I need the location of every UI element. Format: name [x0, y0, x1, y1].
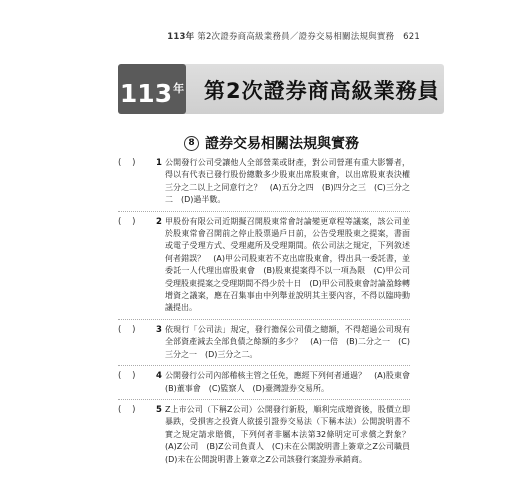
subject-heading — [184, 133, 359, 153]
question-item — [118, 324, 410, 361]
year-badge-number: 113 — [119, 79, 173, 108]
subject-number-circle: 8 — [184, 136, 199, 151]
question-number: 2 — [156, 216, 162, 227]
running-header — [0, 30, 420, 42]
question-number: 4 — [156, 371, 162, 382]
running-header-year: 113年 — [167, 32, 195, 42]
question-item — [118, 370, 418, 395]
question-item — [118, 404, 418, 466]
answer-bracket: ( ) — [118, 404, 136, 415]
year-badge-suffix: 年 — [173, 82, 185, 95]
question-item — [118, 216, 410, 315]
page-number: 621 — [403, 32, 420, 42]
question-text: 依現行「公司法」規定，發行擔保公司債之總額，不得超過公司現有全部資產減去全部負債之餘額的多少？ (A)一倍 (B)二分之一 (C)三分之一 (D)三分之二。 — [165, 324, 410, 359]
question-text: Z上市公司（下稱Z公司）公開發行新股，順利完成增資後，股價立即暴跌，受損害之投資人欲援引證券交易法（下稱本法）公開說明書不實之規定請求賠償，下列何者非屬本法第32條明定可求償之對象？ (A)Z公司 (B)Z公司負責人 (C)未在公開說明書上簽章之Z公司職員 (D)未在公開說明書上簽章之Z公司該發行案證券承銷商。 — [165, 404, 418, 464]
running-header-title: 第2次證券商高級業務員／證券交易相關法規與實務 — [197, 32, 395, 42]
question-number: 5 — [156, 404, 162, 415]
question-number: 3 — [156, 324, 162, 335]
question-text: 甲股份有限公司近期擬召開股東常會討論變更章程等議案，該公司並於股東常會召開前之停止股票過戶日前，公告受理股東之提案，書面或電子受理方式、受理處所及受理期間。依公司法之規定，下列敘述何者錯誤？ (A)甲公司股東若不克出席股東會，得出具一委託書，並委託一人代理出席股東會 (B)股東提案得不以一項為限 (C)甲公司受理股東提案之受理期間不得少於十日 (D)甲公司股東會討論盈餘轉增資之議案，應在召集事由中列舉並說明其主要內容，不得以臨時動議提出。 — [165, 216, 410, 313]
year-badge — [118, 64, 186, 114]
answer-bracket: ( ) — [118, 371, 136, 382]
question-number: 1 — [156, 158, 162, 168]
answer-bracket: ( ) — [118, 324, 136, 335]
answer-bracket: ( ) — [118, 216, 136, 227]
question-text: 公開發行公司受讓他人全部營業或財產，對公司營運有重大影響者，得以有代表已發行股份總數多少股東出席股東會，以出席股東表決權三分之二以上之同意行之？ (A)五分之四 (B)四分之三 (C)三分之二 (D)過半數。 — [165, 158, 410, 205]
question-item — [118, 157, 410, 207]
question-text: 公開發行公司內部稽核主管之任免，應經下列何者通過？ (A)股東會 (B)董事會 (C)監察人 (D)臺灣證券交易所。 — [165, 371, 418, 393]
answer-bracket: ( ) — [118, 158, 136, 168]
subject-title: 證券交易相關法規與實務 — [205, 136, 359, 152]
question-list — [118, 157, 418, 475]
exam-title: 第2次證券商高級業務員 — [204, 79, 440, 103]
